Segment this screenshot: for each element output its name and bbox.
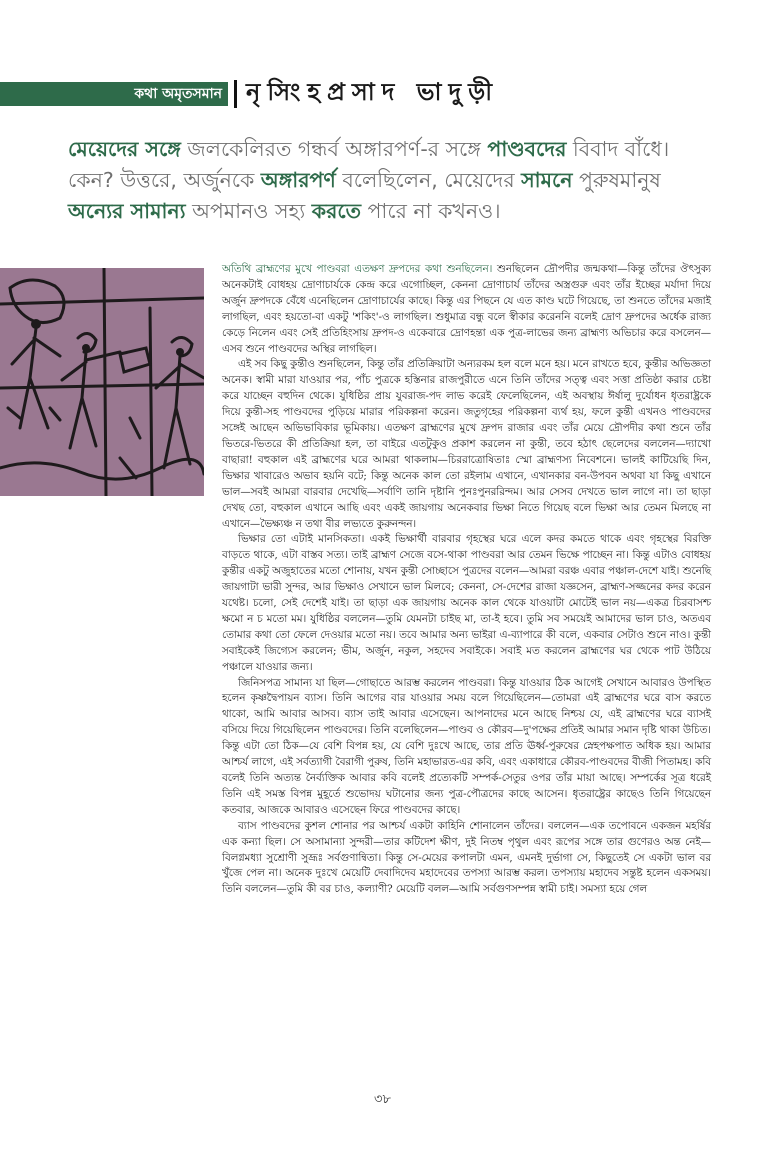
woodcut-figures-illustration <box>0 268 204 496</box>
body-paragraph: জিনিসপত্র সামান্য যা ছিল—গোছাতে আরম্ভ করলেন পাণ্ডবরা। কিন্তু যাওয়ার ঠিক আগেই সেখানে আবারও উপস্থিত হলেন কৃষ্ণদ্বৈপায়ন ব্যাস। তিনি আগের বার যাওয়ার সময় বলে গিয়েছিলেন—তোমরা এই ব্রাহ্মণের ঘরে বাস করতে থাকো, আমি আবার আসব। ব্যাস তাই আবার এসেছেন। আপনাদের মনে আছে নিশ্চয় যে, এই ব্রাহ্মণের ঘরে ব্যাসই বসিয়ে দিয়ে গিয়েছিলেন পাণ্ডবদের। তিনি বলেছিলেন—পাণ্ডব ও কৌরব—দু'পক্ষের প্রতিই আমার সমান দৃষ্টি থাকা উচিত। কিন্তু এটা তো ঠিক—যে বেশি বিপন্ন হয়, যে বেশি দুঃখে আছে, তার প্রতি ঊর্ধ্ব-পুরুষের স্নেহপক্ষপাত অধিক হয়। আমার আশ্চর্য লাগে, এই সর্বত্যাগী বৈরাগী পুরুষ, তিনি মহাভারত-এর কবি, এবং একাধারে কৌরব-পাণ্ডবদের বীজী পিতামহ। কবি বলেই তিনি অত্যন্ত নৈর্ব্যক্তিক আবার কবি বলেই প্রত্যেকটি সম্পর্ক-সেতুর ওপর তাঁর মায়া আছে। সম্পর্কের সূত্র ধরেই তিনি এই সমস্ত বিপন্ন মুহূর্তে শুভোদয় ঘটানোর জন্য পুত্র-পৌত্রদের কাছে আসেন। ধৃতরাষ্ট্রের কাছেও তিনি গিয়েছেন কতবার, আজকে আবারও এসেছেন ফিরে পাণ্ডবদের কাছে। <box>222 676 711 816</box>
body-paragraph <box>222 262 711 357</box>
article-body <box>222 262 711 898</box>
header-separator <box>234 80 237 108</box>
series-label: কথা অমৃতসমান <box>134 86 222 102</box>
body-paragraph: ভিক্ষার তো এটাই মানসিকতা। একই ভিক্ষার্থী বারবার গৃহস্থের ঘরে এলে কদর কমতে থাকে এবং গৃহস্থের বিরক্তি বাড়তে থাকে, এটা বাস্তব সত্য। তাই ব্রাহ্মণ সেজে বসে-থাকা পাণ্ডবরা আর তেমন ভিক্ষে পাচ্ছেন না। কিন্তু এটাও বোধহয় কুন্তীর একটু অজুহাতের মতো শোনায়, যখন কুন্তী সোচ্ছাসে পুত্রদের বলেন—আমরা বরঞ্চ এবার পঞ্চাল-দেশে যাই। শুনেছি জায়গাটা ভারী সুন্দর, আর ভিক্ষাও সেখানে ভাল মিলবে; কেননা, সে-দেশের রাজা যজ্ঞসেন, ব্রাহ্মণ-সজ্জনের কদর করেন যথেষ্ট। চলো, সেই দেশেই যাই। তা ছাড়া এক জায়গায় অনেক কাল থেকে যাওয়াটা মোটেই ভাল নয়—একত্র চিরবাসশ্চ ক্ষমো ন চ মতো মম। যুধিষ্ঠির বললেন—তুমি যেমনটা চাইছ মা, তা-ই হবে। তুমি সব সময়েই আমাদের ভাল চাও, অতএব তোমার কথা তো ফেলে দেওয়ার মতো নয়। তবে আমার অন্য ভাইরা এ-ব্যাপারে কী বলে, একবার সেটাও শুনে নাও। কুন্তী সবাইকেই জিগ্যেস করলেন; ভীম, অর্জুন, নকুল, সহদেব সবাইকে। সবাই মত করলেন ব্রাহ্মণের ঘর থেকে পাট উঠিয়ে পঞ্চালে যাওয়ার জন্য। <box>222 533 711 673</box>
pull-quote-segment: পারে না কখনও। <box>360 199 501 223</box>
lead-sentence: অতিথি ব্রাহ্মণের মুখে পাণ্ডবরা এতক্ষণ দ্রুপদের কথা শুনছিলেন। <box>222 263 493 275</box>
pull-quote-segment: পাণ্ডবদের <box>487 137 567 161</box>
pull-quote-segment: অপমানও সহ্য <box>185 199 312 223</box>
illustration-drawing <box>0 268 204 496</box>
pull-quote-segment: অন্যের সামান্য <box>68 199 186 223</box>
pull-quote-segment: করতে <box>311 199 361 223</box>
pull-quote <box>68 134 708 227</box>
pull-quote-segment: মেয়েদের সঙ্গে <box>68 137 181 161</box>
paragraph-text: শুনছিলেন দ্রৌপদীর জন্মকথা—কিন্তু তাঁদের ঔৎসুক্য অনেকটাই বোধহয় দ্রোণাচার্যকে কেন্দ্র করে এগোচ্ছিল, কেননা দ্রোণাচার্য তাঁদের অস্ত্রগুরু এবং তাঁর ইচ্ছের মর্যাদা দিয়ে অর্জুন দ্রুপদকে বেঁধে এনেছিলেন দ্রোণাচার্যের কাছে। কিন্তু এর পিছনে যে এত কাণ্ড ঘটে গিয়েছে, তা শুনতে তাঁদের মজাই লাগছিল, এবং হয়তো-বা একটু 'শকিং'-ও লাগছিল। শুধুমাত্র বন্ধু বলে স্বীকার করেননি বলেই দ্রোণ দ্রুপদের অর্ধেক রাজ্য কেড়ে নিলেন এবং সেই প্রতিহিংসায় দ্রুপদ-ও একেবারে দ্রোণহন্তা এক পুত্র-লাভের জন্য ব্রাহ্মণ্য অভিচার করে বসলেন—এসব শুনে পাণ্ডবদের অস্থির লাগছিল। <box>222 263 711 355</box>
pull-quote-segment: বিবাদ বাঁধে। কেন? উত্তরে, অর্জুনকে <box>68 137 670 192</box>
pull-quote-segment: পুরুষমানুষ <box>572 168 661 192</box>
header-band <box>0 82 228 106</box>
author-name: নৃসিংহপ্রসাদ ভাদুড়ী <box>246 78 500 106</box>
pull-quote-segment: অঙ্গারপর্ণ <box>260 168 336 192</box>
pull-quote-segment: জলকেলিরত গন্ধর্ব অঙ্গারপর্ণ-র সঙ্গে <box>180 137 488 161</box>
body-paragraph: এই সব কিছু কুন্তীও শুনছিলেন, কিন্তু তাঁর প্রতিক্রিয়াটা অন্যরকম হল বলে মনে হয়। মনে রাখতে হবে, কুন্তীর অভিজ্ঞতা অনেক। স্বামী মারা যাওয়ার পর, পাঁচ পুত্রকে হস্তিনার রাজপুরীতে এনে তিনি তাঁদের সত্ত্ব এবং সত্তা প্রতিষ্ঠা করার চেষ্টা করে যাচ্ছেন বহুদিন থেকে। যুধিষ্ঠির প্রায় যুবরাজ-পদ লাভ করেই ফেলেছিলেন, এই অবস্থায় ঈর্ষালু দুর্যোধন ধৃতরাষ্ট্রকে দিয়ে কুন্তী-সহ পাণ্ডবদের পুড়িয়ে মারার পরিকল্পনা করেন। জতুগৃহের পরিকল্পনা ব্যর্থ হয়, ফলে কুন্তী এখনও পাণ্ডবদের সঙ্গেই আছেন অভিভাবিকার ভূমিকায়। এতক্ষণ ব্রাহ্মণের মুখে দ্রুপদ রাজার এবং তাঁর মেয়ে দ্রৌপদীর কথা শুনে তাঁর ভিতরে-ভিতরে কী প্রতিক্রিয়া হল, তা বাইরে এতটুকুও প্রকাশ করলেন না কুন্তী, তবে হঠাৎ ছেলেদের বললেন—দ্যাখো বাছারা! বহুকাল এই ব্রাহ্মণের ঘরে আমরা থাকলাম—চিররাত্রোষিতাঃ স্মো ব্রাহ্মণস্য নিবেশনে। ভালই কাটিয়েছি দিন, ভিক্ষার খাবারেও অভাব হয়নি বটে; কিন্তু অনেক কাল তো রইলাম এখানে, এখানকার বন-উপবন অথবা যা কিছু এখানে ভাল—সবই আমরা বারবার দেখেছি—সর্বাণি তানি দৃষ্টানি পুনঃপুনররিন্দম। আর সেসব দেখতে ভাল লাগে না। তা ছাড়া দেখছ তো, বহুকাল এখানে আছি এবং একই জায়গায় অনেকবার ভিক্ষা নিতে গিয়েছ বলে ভিক্ষা আর তেমন মিলছে না এখানে—ভৈক্ষ্যঞ্চ ন তথা বীর লভ্যতে কুরুনন্দন। <box>222 358 711 530</box>
pull-quote-segment: সামনে <box>521 168 573 192</box>
pull-quote-segment: বলেছিলেন, মেয়েদের <box>335 168 522 192</box>
page-number: ৩৮ <box>374 1092 391 1107</box>
body-paragraph: ব্যাস পাণ্ডবদের কুশল শোনার পর আশ্চর্য একটা কাহিনি শোনালেন তাঁদের। বললেন—এক তপোবনে একজন মহর্ষির এক কন্যা ছিল। সে অসামান্যা সুন্দরী—তার কটিদেশ ক্ষীণ, দুই নিতম্ব পৃথুল এবং রূপের সঙ্গে তার গুণেরও অন্ত নেই—বিলগ্নমধ্যা সুশ্রোণী সুভ্রূঃ সর্বগুণান্বিতা। কিন্তু সে-মেয়ের কপালটা এমন, এমনই দুর্ভাগা সে, কিছুতেই সে একটা ভাল বর খুঁজে পেল না। অনেক দুঃখে মেয়েটি দেবাদিদেব মহাদেবের তপস্যা আরম্ভ করল। তপস্যায় মহাদেব সন্তুষ্ট হলেন একসময়। তিনি বললেন—তুমি কী বর চাও, কল্যাণী? মেয়েটি বলল—আমি সর্বগুণসম্পন্ন স্বামী চাই। সমস্যা হয়ে গেল <box>222 819 711 896</box>
